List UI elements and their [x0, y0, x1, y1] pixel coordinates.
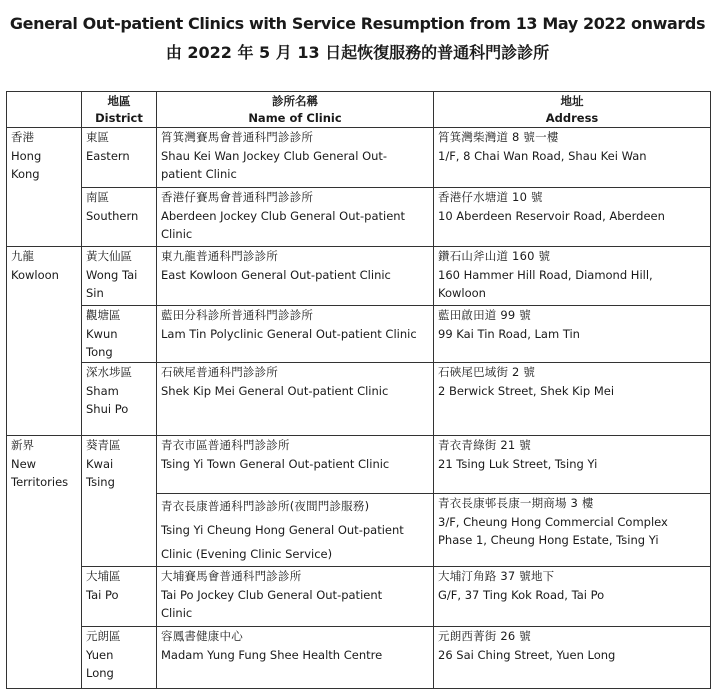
- clinic-name-en: Clinic: [161, 227, 193, 241]
- header-clinic-zh: 診所名稱: [272, 94, 318, 108]
- district-cell: [82, 627, 157, 689]
- district-zh: 大埔區: [86, 569, 121, 583]
- address-cell: [434, 363, 711, 436]
- header-clinic: [157, 92, 434, 128]
- address-en: 26 Sai Ching Street, Yuen Long: [438, 647, 616, 662]
- address-en: 2 Berwick Street, Shek Kip Mei: [438, 383, 615, 398]
- district-en: Kwai: [86, 456, 114, 471]
- table-row: [7, 128, 711, 188]
- address-cell: [434, 627, 711, 689]
- address-cell: [434, 436, 711, 494]
- clinic-name-zh: 青衣市區普通科門診診所: [161, 438, 290, 452]
- clinic-cell: [157, 363, 434, 436]
- clinic-name-zh: 石硤尾普通科門診診所: [161, 365, 278, 379]
- region-cell: [7, 128, 82, 247]
- header-district: [82, 92, 157, 128]
- district-en: Sin: [86, 286, 104, 300]
- address-zh: 香港仔水塘道 10 號: [438, 190, 543, 204]
- clinic-name-en: Tsing Yi Town General Out-patient Clinic: [161, 456, 390, 471]
- clinic-name-en: Clinic (Evening Clinic Service): [161, 547, 333, 561]
- address-zh: 元朗西菁街 26 號: [438, 629, 531, 643]
- address-zh: 石硤尾巴域街 2 號: [438, 365, 536, 379]
- region-en: Kowloon: [11, 267, 59, 282]
- district-cell: [82, 436, 157, 567]
- district-cell: [82, 128, 157, 188]
- table-row: [7, 247, 711, 306]
- region-zh: 新界: [11, 438, 34, 452]
- district-en: Southern: [86, 208, 139, 223]
- clinic-cell: [157, 188, 434, 247]
- header-address: [434, 92, 711, 128]
- district-zh: 觀塘區: [86, 308, 121, 322]
- region-en: New: [11, 456, 37, 471]
- address-zh: 大埔汀角路 37 號地下: [438, 569, 555, 583]
- address-zh: 青衣長康邨長康一期商場 3 樓: [438, 496, 594, 510]
- address-cell: [434, 128, 711, 188]
- clinic-name-en: Tai Po Jockey Club General Out-patient: [161, 587, 383, 602]
- header-clinic-en: Name of Clinic: [248, 111, 342, 125]
- header-address-zh: 地址: [560, 94, 584, 108]
- table-row: [7, 627, 711, 689]
- address-en: 3/F, Cheung Hong Commercial Complex: [438, 514, 668, 529]
- document-title-chinese: 由 2022 年 5 月 13 日起恢復服務的普通科門診診所: [165, 43, 550, 62]
- district-zh: 南區: [86, 190, 109, 204]
- district-zh: 東區: [86, 130, 109, 144]
- address-cell: [434, 247, 711, 306]
- clinic-name-en: Lam Tin Polyclinic General Out-patient Clinic: [161, 326, 417, 341]
- district-en: Tsing: [86, 475, 115, 489]
- district-en: Sham: [86, 383, 119, 398]
- address-cell: [434, 188, 711, 247]
- clinic-name-en: Clinic: [161, 606, 193, 620]
- district-zh: 黃大仙區: [86, 249, 132, 263]
- district-zh: 元朗區: [86, 629, 121, 643]
- district-en: Shui Po: [86, 402, 129, 416]
- clinic-name-zh: 筲箕灣賽馬會普通科門診診所: [161, 130, 314, 144]
- clinic-name-zh: 藍田分科診所普通科門診診所: [161, 308, 314, 322]
- district-cell: [82, 247, 157, 306]
- address-en: 10 Aberdeen Reservoir Road, Aberdeen: [438, 208, 665, 223]
- district-cell: [82, 363, 157, 436]
- address-en: 99 Kai Tin Road, Lam Tin: [438, 326, 580, 341]
- region-en: Hong: [11, 148, 42, 163]
- district-zh: 葵青區: [86, 438, 121, 452]
- clinic-table-body: [7, 128, 711, 689]
- clinic-name-zh: 香港仔賽馬會普通科門診診所: [161, 190, 314, 204]
- district-cell: [82, 306, 157, 363]
- address-en: Kowloon: [438, 286, 486, 300]
- district-cell: [82, 567, 157, 627]
- address-en: 1/F, 8 Chai Wan Road, Shau Kei Wan: [438, 148, 647, 163]
- clinic-name-en: patient Clinic: [161, 167, 237, 181]
- region-cell: [7, 436, 82, 689]
- header-region: [7, 92, 82, 128]
- clinic-name-en: Shau Kei Wan Jockey Club General Out-: [161, 148, 388, 163]
- district-cell: [82, 188, 157, 247]
- district-en: Yuen: [86, 647, 114, 662]
- clinic-cell: [157, 436, 434, 494]
- clinic-name-zh: 容鳳書健康中心: [161, 629, 243, 643]
- clinic-name-en: Shek Kip Mei General Out-patient Clinic: [161, 383, 389, 398]
- clinic-name-en: East Kowloon General Out-patient Clinic: [161, 267, 391, 282]
- header-row: [7, 92, 711, 128]
- district-en: Wong Tai: [86, 267, 138, 282]
- district-en: Tong: [86, 345, 113, 359]
- header-district-en: District: [95, 111, 143, 125]
- table-row: [7, 567, 711, 627]
- address-en: G/F, 37 Ting Kok Road, Tai Po: [438, 587, 605, 602]
- clinic-cell: [157, 247, 434, 306]
- address-cell: [434, 306, 711, 363]
- clinic-cell: [157, 128, 434, 188]
- header-address-en: Address: [545, 111, 599, 125]
- table-row: [7, 363, 711, 436]
- clinic-name-en: Tsing Yi Cheung Hong General Out-patient: [161, 523, 404, 537]
- district-zh: 深水埗區: [86, 365, 132, 379]
- address-zh: 青衣青綠街 21 號: [438, 438, 531, 452]
- table-row: [7, 188, 711, 247]
- address-zh: 鑽石山斧山道 160 號: [438, 249, 551, 263]
- clinic-name-en: Madam Yung Fung Shee Health Centre: [161, 647, 383, 662]
- table-row: [7, 436, 711, 494]
- document-title-english: General Out-patient Clinics with Service Resumption from 13 May 2022 onwards: [9, 14, 706, 33]
- clinic-name-zh: 青衣長康普通科門診診所(夜間門診服務): [161, 499, 370, 513]
- address-en: 160 Hammer Hill Road, Diamond Hill,: [438, 267, 653, 282]
- address-cell: [434, 567, 711, 627]
- clinic-name-en: Aberdeen Jockey Club General Out-patient: [161, 208, 406, 223]
- clinic-table: [6, 91, 711, 689]
- region-cell: [7, 247, 82, 436]
- clinic-name-zh: 東九龍普通科門診診所: [161, 249, 278, 263]
- address-en: 21 Tsing Luk Street, Tsing Yi: [438, 456, 598, 471]
- header-district-zh: 地區: [107, 94, 131, 108]
- address-zh: 藍田啟田道 99 號: [438, 308, 531, 322]
- clinic-name-zh: 大埔賽馬會普通科門診診所: [161, 569, 302, 583]
- clinic-cell: [157, 627, 434, 689]
- region-en: Kong: [11, 167, 40, 181]
- region-zh: 九龍: [11, 249, 34, 263]
- table-row: [7, 306, 711, 363]
- region-en: Territories: [11, 475, 69, 489]
- district-en: Long: [86, 666, 114, 680]
- region-zh: 香港: [11, 130, 34, 144]
- clinic-cell: [157, 306, 434, 363]
- address-cell: [434, 494, 711, 567]
- address-en: Phase 1, Cheung Hong Estate, Tsing Yi: [438, 533, 659, 547]
- address-zh: 筲箕灣柴灣道 8 號一樓: [438, 130, 559, 144]
- district-en: Tai Po: [86, 587, 119, 602]
- clinic-cell: [157, 494, 434, 567]
- clinic-cell: [157, 567, 434, 627]
- district-en: Eastern: [86, 148, 130, 163]
- district-en: Kwun: [86, 326, 118, 341]
